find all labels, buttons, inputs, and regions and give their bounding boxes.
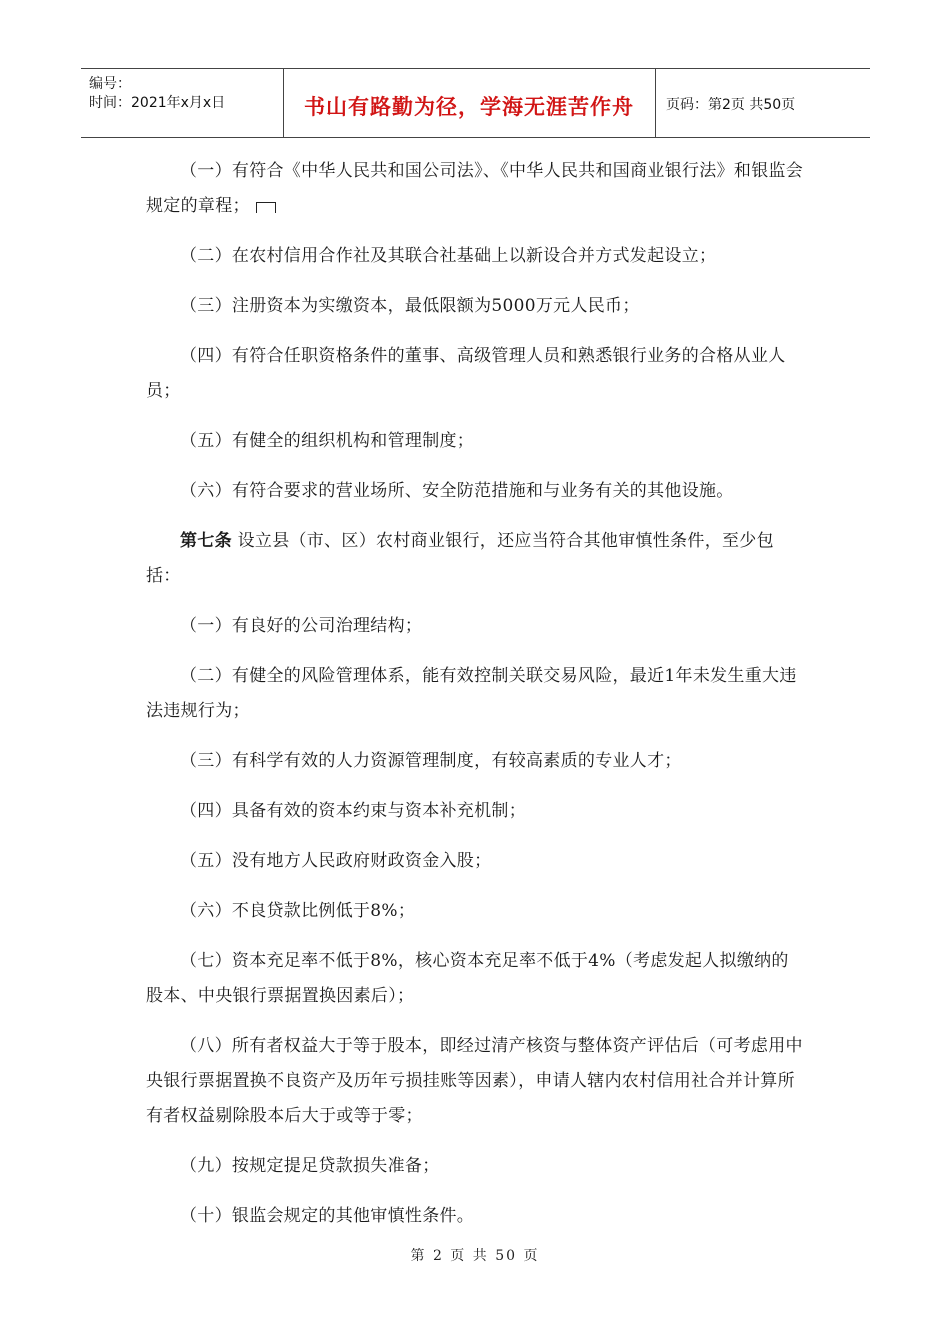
- clause-paragraph: （九）按规定提足贷款损失准备；: [180, 1156, 440, 1176]
- clause-paragraph: （四）有符合任职资格条件的董事、高级管理人员和熟悉银行业务的合格从业人员；: [146, 346, 786, 401]
- article-number: 第七条: [180, 531, 232, 551]
- clause-paragraph: （三）有科学有效的人力资源管理制度，有较高素质的专业人才；: [180, 751, 682, 771]
- header-page-cell: [656, 69, 870, 137]
- clause-paragraph: （三）注册资本为实缴资本，最低限额为5000万元人民币；: [180, 296, 640, 316]
- clause-paragraph: （一）有符合《中华人民共和国公司法》、《中华人民共和国商业银行法》和银监会规定的章程；: [146, 161, 804, 216]
- article-paragraph: 第七条 设立县（市、区）农村商业银行，还应当符合其他审慎性条件，至少包括：: [146, 531, 774, 586]
- clause-paragraph: （五）有健全的组织机构和管理制度；: [180, 431, 475, 451]
- clause-paragraph: （二）在农村信用合作社及其联合社基础上以新设合并方式发起设立；: [180, 246, 717, 266]
- document-body: [146, 154, 806, 1249]
- header-meta-cell: [81, 69, 284, 137]
- clause-paragraph: （七）资本充足率不低于8%，核心资本充足率不低于4%（考虑发起人拟缴纳的股本、中央银行票据置换因素后）；: [146, 951, 789, 1006]
- clause-paragraph: （八）所有者权益大于等于股本，即经过清产核资与整体资产评估后（可考虑用中央银行票据置换不良资产及历年亏损挂账等因素），申请人辖内农村信用社合并计算所有者权益剔除股本后大于或等于零；: [146, 1036, 803, 1126]
- clause-paragraph: （一）有良好的公司治理结构；: [180, 616, 423, 636]
- document-number-label: 编号：: [89, 76, 131, 92]
- document-date-label: 时间：2021年x月x日: [89, 95, 226, 111]
- clause-paragraph: （六）有符合要求的营业场所、安全防范措施和与业务有关的其他设施。: [180, 481, 734, 501]
- editing-mark-icon: [256, 202, 276, 213]
- header-motto-cell: [283, 69, 656, 137]
- clause-paragraph: （五）没有地方人民政府财政资金入股；: [180, 851, 492, 871]
- header-motto: 书山有路勤为径，学海无涯苦作舟: [304, 95, 634, 119]
- clause-paragraph: （六）不良贷款比例低于8%；: [180, 901, 416, 921]
- clause-paragraph: （四）具备有效的资本约束与资本补充机制；: [180, 801, 526, 821]
- page-footer: 第 2 页 共 50 页: [410, 1248, 540, 1264]
- clause-paragraph: （二）有健全的风险管理体系，能有效控制关联交易风险，最近1年未发生重大违法违规行为；: [146, 666, 797, 721]
- header-page-info: 页码：第2页 共50页: [666, 97, 796, 113]
- clause-paragraph: （十）银监会规定的其他审慎性条件。: [180, 1206, 475, 1226]
- page-header: [81, 68, 870, 138]
